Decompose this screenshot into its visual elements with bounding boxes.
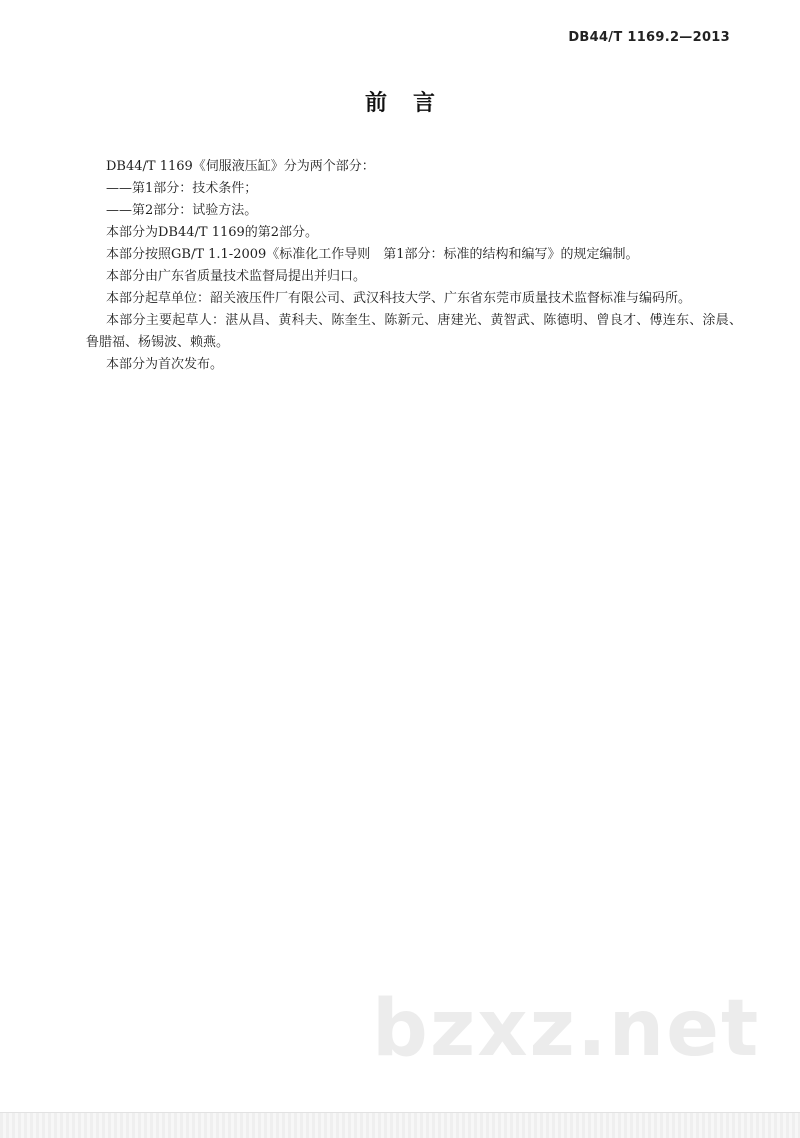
paragraph-part-1: ——第1部分：技术条件；	[106, 181, 258, 196]
page-title: 前言	[364, 91, 461, 116]
paragraph-drafting-units: 本部分起草单位：韶关液压件厂有限公司、武汉科技大学、广东省东莞市质量技术监督标准与编码所。	[106, 291, 692, 306]
paragraph-drafters: 本部分主要起草人：湛从昌、黄科夫、陈奎生、陈新元、唐建光、黄智武、陈德明、曾良才、傅连东、涂晨、鲁腊福、杨锡波、赖燕。	[86, 313, 742, 350]
paragraph-first-release: 本部分为首次发布。	[106, 357, 224, 372]
paragraph-drafting-rules: 本部分按照GB/T 1.1-2009《标准化工作导则 第1部分：标准的结构和编写》的规定编制。	[106, 247, 639, 262]
viewer-bottom-strip	[0, 1112, 800, 1138]
paragraph-this-part: 本部分为DB44/T 1169的第2部分。	[106, 225, 319, 240]
standard-code: DB44/T 1169.2—2013	[568, 30, 730, 45]
paragraph-part-2: ——第2部分：试验方法。	[106, 203, 258, 218]
watermark-logo: bzxz.net	[372, 984, 761, 1074]
paragraph-proposer: 本部分由广东省质量技术监督局提出并归口。	[106, 269, 367, 284]
foreword-body	[86, 156, 742, 376]
paragraph-parts-intro: DB44/T 1169《伺服液压缸》分为两个部分：	[106, 159, 375, 174]
